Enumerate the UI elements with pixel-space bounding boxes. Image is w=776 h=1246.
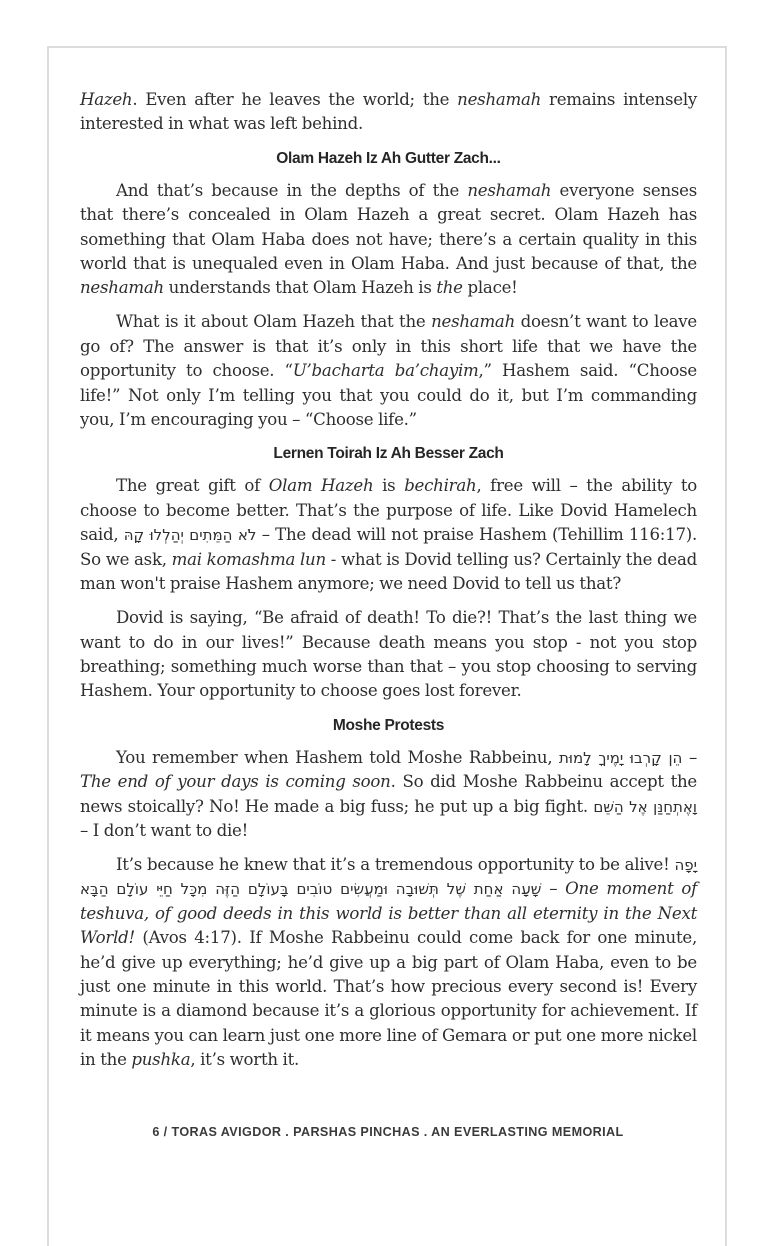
- italic-translation: The end of your days is coming soon: [80, 772, 391, 792]
- paragraph: And that’s because in the depths of the neshamah everyone senses that there’s concealed in Olam Hazeh a great secret. Olam Hazeh has something that Olam Haba does not have; there’s a certain quality in this world that is unequaled even in Olam Haba. And just because of that, the neshamah understands that Olam Hazeh is the place!: [80, 180, 697, 298]
- italic-term: pushka: [131, 1050, 191, 1070]
- italic-term: neshamah: [467, 180, 552, 200]
- paragraph: What is it about Olam Hazeh that the neshamah doesn’t want to leave go of? The answer is that it’s only in this short life that we have the opportunity to choose. “U’bacharta ba’chayim,” Hashem said. “Choose life!” Not only I’m telling you that you could do it, but I’m commanding you, I’m encouraging you – “Choose life.”: [80, 312, 697, 430]
- section-heading-olam-hazeh: Olam Hazeh Iz Ah Gutter Zach...: [276, 149, 501, 167]
- paragraph: Dovid is saying, “Be afraid of death! To die?! That’s the last thing we want to do in our lives!” Because death means you stop - not you stop breathing; something much worse than that – you stop choosing to serving Hashem. Your opportunity to choose goes lost forever.: [80, 608, 697, 701]
- page-footer: 6 / TORAS AVIGDOR . PARSHAS PINCHAS . AN EVERLASTING MEMORIAL: [152, 1125, 624, 1139]
- italic-term: Olam Hazeh: [268, 476, 374, 496]
- hebrew-quote: הֵן קָרְבוּ יָמֶיךָ לָמוּת: [559, 748, 683, 767]
- paragraph: The great gift of Olam Hazeh is bechirah, free will – the ability to choose to become better. That’s the purpose of life. Like Dovid Hamelech said, לֹא הַמֵּתִים יְהַלְלוּ קָהּ – The dead will not praise Hashem (Tehillim 116:17). So we ask, mai komashma lun - what is Dovid telling us? Certainly the dead man won't praise Hashem anymore; we need Dovid to tell us that?: [80, 476, 698, 594]
- italic-translation: One moment of teshuva, of good deeds in this world is better than all eternity in the Next World!: [80, 879, 698, 948]
- section-heading-moshe-protests: Moshe Protests: [332, 716, 445, 734]
- italic-term: bechirah: [404, 476, 477, 496]
- section-heading-lernen-toirah: Lernen Toirah Iz Ah Besser Zach: [273, 445, 504, 463]
- italic-quote: U’bacharta ba’chayim: [292, 361, 479, 381]
- page-content: [80, 88, 697, 1082]
- italic-term: the: [436, 278, 463, 298]
- italic-term: neshamah: [457, 90, 542, 109]
- italic-term: neshamah: [80, 278, 164, 298]
- hebrew-quote: וָאֶתְחַנַּן אֶל הַשֵּׁם: [593, 797, 697, 816]
- hebrew-quote: יָפָה שָׁעָה אַחַת שֶׁל תְּשׁוּבָה וּמַעֲשִׂים טוֹבִים בָּעוֹלָם הַזֶּה מִכָּל חַיֵּי עוֹלָם הַבָּא: [80, 855, 697, 899]
- hebrew-quote: לֹא הַמֵּתִים יְהַלְלוּ קָהּ: [123, 526, 257, 545]
- italic-term: mai komashma lun: [171, 549, 326, 569]
- italic-term: Hazeh: [80, 90, 133, 109]
- paragraph: It’s because he knew that it’s a tremendous opportunity to be alive! יָפָה שָׁעָה אַחַת שֶׁל תְּשׁוּבָה וּמַעֲשִׂים טוֹבִים בָּעוֹלָם הַזֶּה מִכָּל חַיֵּי עוֹלָם הַבָּא – One moment of teshuva, of good deeds in this world is better than all eternity in the Next World! (Avos 4:17). If Moshe Rabbeinu could come back for one minute, he’d give up everything; he’d give up a big part of Olam Haba, even to be just one minute in this world. That’s how precious every second is! Every minute is a diamond because it’s a glorious opportunity for achievement. If it means you can learn just one more line of Gemara or put one more nickel in the pushka, it’s worth it.: [80, 854, 698, 1070]
- paragraph-continuation: Hazeh. Even after he leaves the world; the neshamah remains intensely interested in what was left behind.: [80, 90, 698, 134]
- italic-term: neshamah: [431, 312, 516, 332]
- paragraph: You remember when Hashem told Moshe Rabbeinu, הֵן קָרְבוּ יָמֶיךָ לָמוּת – The end of your days is coming soon. So did Moshe Rabbeinu accept the news stoically? No! He made a big fuss; he put up a big fight. וָאֶתְחַנַּן אֶל הַשֵּׁם – I don’t want to die!: [80, 747, 697, 840]
